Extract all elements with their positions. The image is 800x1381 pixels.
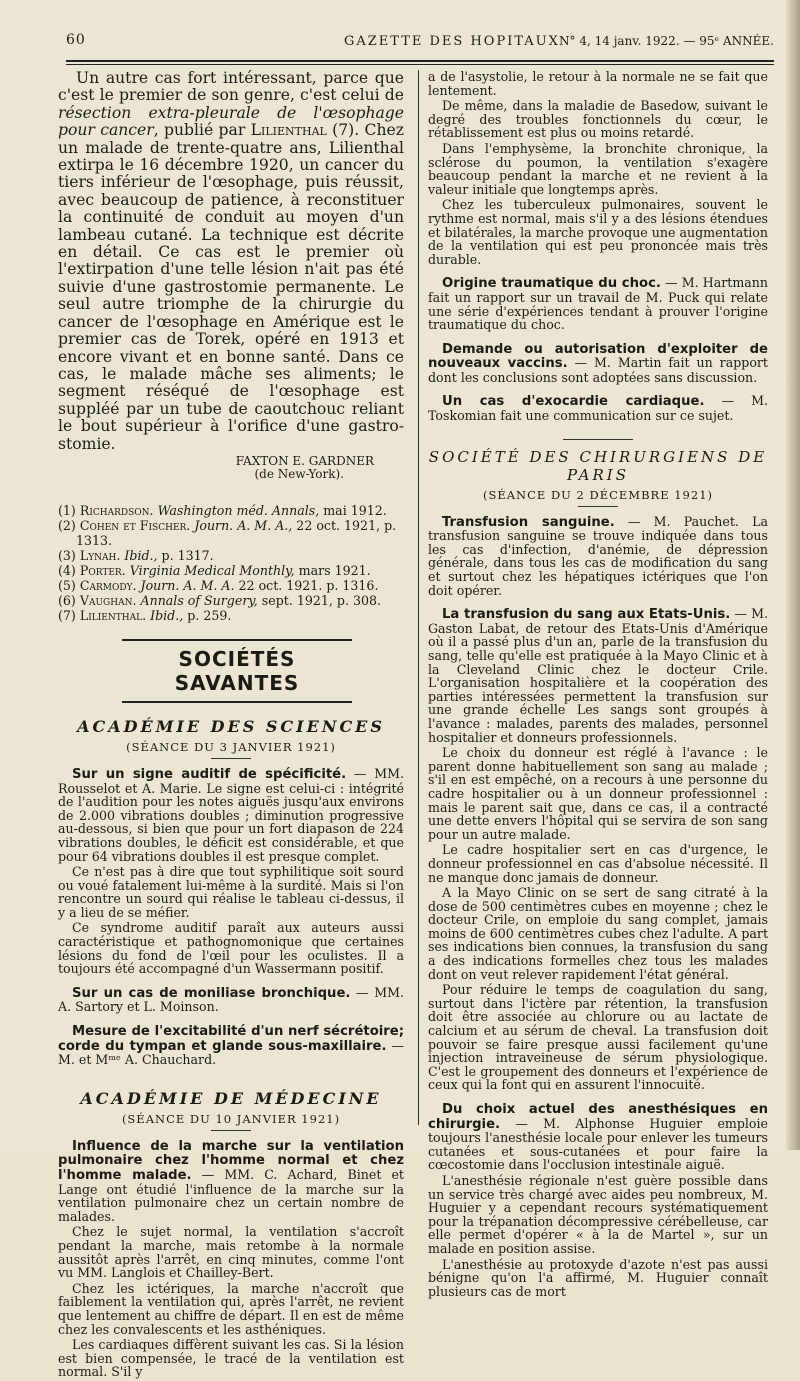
report-paragraph: Demande ou autorisation d'exploiter de nouveaux vaccins. — M. Martin fait un rapport dont les conclusions sont adoptées sans discussion. [428, 341, 768, 385]
report-paragraph: De même, dans la maladie de Basedow, suivant le degré des troubles fonctionnels du cœur, le rétablissement est plus ou moins retardé. [428, 98, 768, 141]
report-paragraph: L'anesthésie régionale n'est guère possible dans un service très chargé avec aides peu nombreux, M. Huguier y a cependant recours systématiquement pour la trépanation décompressive cérébelleuse, car elle permet d'opérer « à la de Martel », sur un malade en position assise. [428, 1172, 768, 1256]
page-header [66, 32, 774, 62]
reference-item: (2) Cohen et Fischer. Journ. A. M. A., 22 oct. 1921, p. 1313. [58, 517, 397, 548]
reference-item: (5) Carmody. Journ. A. M. A. 22 oct. 1921. p. 1316. [58, 577, 379, 593]
issue-info: N° 4, 14 janv. 1922. — 95ᵉ ANNÉE. [559, 34, 774, 48]
author-place: (de New-York). [254, 466, 344, 481]
report-paragraph: Dans l'emphysème, la bronchite chronique, la sclérose du poumon, la ventilation s'exagère beaucoup pendant la marche et ne revient à la valeur initiale que longtemps après. [428, 140, 768, 197]
article-paragraph: Un autre cas fort intéressant, parce que c'est le premier de son genre, c'est celui de résection extra-pleurale de l'œsophage pour cancer, publié par Lilienthal (7). Chez un malade de trente-quatre ans, Lilienthal extirpa le 16 décembre 1920, un cancer du tiers inférieur de l'œsophage, puis réussit, avec beaucoup de patience, à reconstituer la continuité de conduit au moyen d'un lambeau cutané. La technique est décrite en détail. Ce cas est le premier où l'extirpation d'une telle lésion n'ait pas été suivie d'une gastrostomie permanente. Le seul autre triomphe de la chirurgie du cancer de l'œsophage en Amérique est le premier cas de Torek, opéré en 1913 et encore vivant et en bonne santé. Dans ce cas, le malade mâche ses aliments; le segment réséqué de l'œsophage est suppléé par un tube de caoutchouc reliant le bout supérieur à l'orifice d'une gastro-stomie. [58, 69, 404, 453]
report-paragraph: Ce n'est pas à dire que tout syphilitique soit sourd ou voué fatalement lui-même à la surdité. Mais si l'on rencontre un sourd qui réalise le tableau ci-dessus, il y a lieu de se méfier. [58, 864, 404, 920]
short-rule [211, 758, 251, 759]
header-rule-bottom [66, 64, 774, 65]
report-paragraph: Sur un cas de moniliase bronchique. — MM. A. Sartory et L. Moinson. [58, 984, 404, 1015]
right-column [428, 70, 768, 1300]
reference-item: (1) Richardson. Washington méd. Annals, mai 1912. [58, 502, 387, 518]
academie-sciences-title: ACADÉMIE DES SCIENCES [77, 716, 385, 736]
seance-date: (SÉANCE DU 3 JANVIER 1921) [126, 739, 336, 754]
report-paragraph: La transfusion du sang aux Etats-Unis. — M. Gaston Labat, de retour des Etats-Unis d'Amérique où il a passé plus d'un an, parle de la transfusion du sang, telle qu'elle est pratiquée à la Mayo Clinic et à la Cleveland Clinic chez le docteur Crile. L'organisation hospitalière et la coopération des parties intéressées permettent la transfusion sur une grande échelle Les sangs sont groupés à l'avance : malades, parents des malades, personnel hospitalier et donneurs professionnels. [428, 606, 769, 745]
references-list [58, 503, 404, 623]
report-paragraph: Transfusion sanguine. — M. Pauchet. La transfusion sanguine se trouve indiquée dans tous les cas d'infection, d'anémie, de dépression générale, dans tous les cas de modification du sang et surtout chez les hépatiques ictériques que l'on doit opérer. [428, 513, 768, 598]
academie-medecine-title: ACADÉMIE DE MÉDECINE [80, 1088, 382, 1108]
reference-item: (4) Porter. Virginia Medical Monthly, mars 1921. [58, 562, 371, 578]
chirurgiens-title: SOCIÉTÉ DES CHIRURGIENS DE PARIS [428, 447, 768, 484]
report-paragraph: Un cas d'exocardie cardiaque. — M. Toskomian fait une communication sur ce sujet. [428, 393, 768, 424]
short-rule [211, 1130, 251, 1131]
seance-date: (SÉANCE DU 2 DÉCEMBRE 1921) [482, 487, 713, 502]
column-divider [418, 70, 419, 1125]
section-rule [563, 439, 633, 440]
report-paragraph: Chez les ictériques, la marche n'accroît que faiblement la ventilation qui, après l'arrêt, ne revient que lentement au chiffre de départ. Il en est de même chez les convalescents et les asthéniques. [58, 1280, 404, 1337]
report-paragraph: Pour réduire le temps de coagulation du sang, surtout dans l'ictère par rétention, la transfusion doit être associée au chlorure ou au lactate de calcium et au sérum de cheval. La transfusion doit pouvoir se faire presque aussi facilement qu'une injection intraveineuse de sérum physiologique. C'est le groupement des donneurs et l'expérience de ceux qui la font qui en assurent l'innocuité. [428, 982, 768, 1093]
report-paragraph: a de l'asystolie, le retour à la normale ne se fait que lentement. [428, 69, 768, 98]
seance-date: (SÉANCE DU 10 JANVIER 1921) [121, 1111, 341, 1126]
page-number: 60 [66, 32, 86, 48]
report-paragraph: Du choix actuel des anesthésiques en chirurgie. — M. Alphonse Huguier emploie toujours l'anesthésie locale pour enlever les tumeurs cutanées et sous-cutanées et pour faire la cœcostomie dans l'occlusion intestinale aiguë. [428, 1102, 768, 1173]
report-paragraph: Le choix du donneur est réglé à l'avance : le parent donne habituellement son sang au malade ; s'il en est empêché, on a recours à une personne du cadre hospitalier ou à un donneur professionnel : mais le parent sait que, dans ce cas, il a contracté une dette envers l'hôpital qui se servira de son sang pour un autre malade. [428, 745, 768, 842]
report-paragraph: Chez les tuberculeux pulmonaires, souvent le rythme est normal, mais s'il y a des lésions étendues et bilatérales, la marche provoque une augmentation de la ventilation qui est peu prononcée mais très durable. [428, 197, 768, 267]
short-rule [578, 506, 618, 507]
journal-title: GAZETTE DES HOPITAUX [344, 34, 560, 49]
section-banner: SOCIÉTÉS SAVANTES [122, 639, 352, 703]
report-paragraph: Influence de la marche sur la ventilation pulmonaire chez l'homme normal et chez l'homme malade. — MM. C. Achard, Binet et Lange ont étudié l'influence de la marche sur la ventilation pulmonaire chez un certain nombre de malades. [58, 1138, 404, 1224]
report-paragraph: L'anesthésie au protoxyde d'azote n'est pas aussi bénigne qu'on l'a affirmé, M. Huguier connaît plusieurs cas de mort [428, 1256, 768, 1299]
report-paragraph: Origine traumatique du choc. — M. Hartmann fait un rapport sur un travail de M. Puck qui relate une série d'expériences tendant à prouver l'origine traumatique du choc. [428, 275, 768, 333]
report-paragraph: Ce syndrome auditif paraît aux auteurs aussi caractéristique et pathognomonique que certaines lésions du fond de l'œil pour les oculistes. Il a toujours été accompagné d'un Wassermann positif. [58, 920, 404, 977]
report-paragraph: Sur un signe auditif de spécificité. — MM. Rousselot et A. Marie. Le signe est celui-ci : intégrité de l'audition pour les notes aiguës jusqu'aux environs de 2.000 vibrations doubles ; diminution progressive au-dessous, si bien que pour un fort diapason de 224 vibrations doubles, le déficit est considérable, et que pour 64 vibrations doubles il est presque complet. [58, 765, 404, 864]
reference-item: (6) Vaughan. Annals of Surgery, sept. 1921, p. 308. [58, 592, 382, 608]
header-rule-top [66, 60, 774, 62]
report-paragraph: Chez le sujet normal, la ventilation s'accroît pendant la marche, mais retombe à la normale aussitôt après l'arrêt, en cinq minutes, comme l'ont vu MM. Langlois et Chailley-Bert. [58, 1224, 404, 1281]
reference-item: (7) Lilienthal. Ibid., p. 259. [58, 607, 232, 623]
author-name: FAXTON E. GARDNER [235, 453, 374, 468]
left-column [58, 70, 404, 1381]
report-paragraph: A la Mayo Clinic on se sert de sang citraté à la dose de 500 centimètres cubes en moyenne ; chez le docteur Crile, on emploie du sang complet, jamais moins de 600 centimètres cubes chez l'adulte. A part ses indications bien connues, la transfusion du sang a des indications formelles chez tous les malades dont on veut relever rapidement l'état général. [428, 885, 768, 982]
report-paragraph: Les cardiaques diffèrent suivant les cas. Si la lésion est bien compensée, le tracé de la ventilation est normal. S'il y [58, 1337, 404, 1380]
reference-item: (3) Lynah. Ibid., p. 1317. [58, 547, 214, 563]
report-paragraph: Le cadre hospitalier sert en cas d'urgence, le donneur professionnel en cas d'absolue nécessité. Il ne manque donc jamais de donneur. [428, 842, 768, 885]
article-signature [58, 455, 404, 481]
report-paragraph: Mesure de l'excitabilité d'un nerf sécrétoire; corde du tympan et glande sous-maxillaire. — M. et Mᵐᵉ A. Chauchard. [58, 1024, 404, 1068]
